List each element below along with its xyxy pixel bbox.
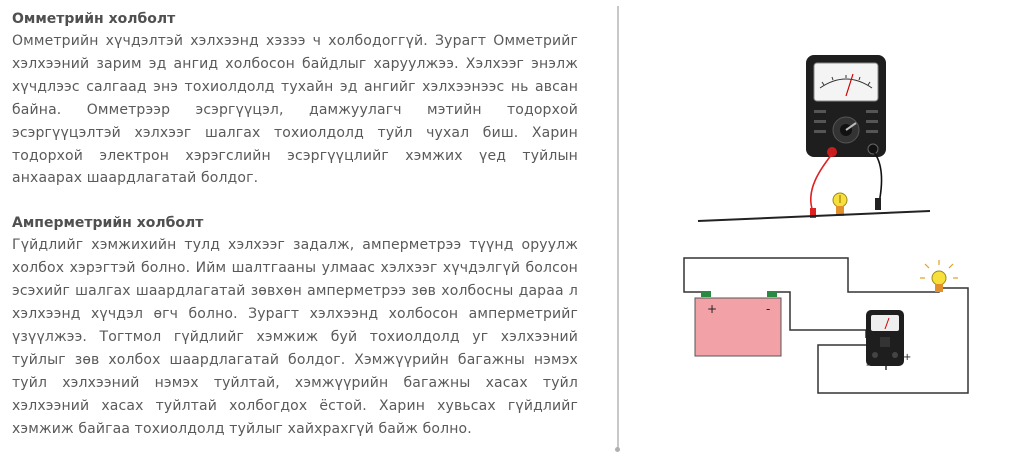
- ammeter-circuit: [684, 258, 968, 393]
- circuit-diagram: [660, 30, 980, 410]
- red-lead: [811, 154, 832, 212]
- bulb-lit-icon: [920, 260, 958, 292]
- ohmmeter-black-terminal: [868, 144, 878, 154]
- ohmmeter-section-title: Омметрийн холболт: [12, 11, 176, 27]
- circuit-wire-middle: [772, 292, 866, 338]
- ammeter-section-title: Амперметрийн холболт: [12, 215, 204, 232]
- circuit-wire-top: [684, 258, 939, 292]
- ohmmeter-red-terminal: [827, 147, 837, 157]
- battery-plus-label: +: [707, 302, 718, 316]
- battery-negative-terminal: [767, 291, 777, 297]
- battery-positive-terminal: [701, 291, 711, 297]
- ammeter-plus-label: +: [903, 352, 912, 363]
- black-probe: [875, 198, 881, 210]
- bulb-small-icon: [833, 193, 847, 216]
- ammeter-paragraph: Гүйдлийг хэмжихийн тулд хэлхээг задалж, амперметрээ түүнд оруулж холбох хэрэгтэй болно. Ийм шалтгааны улмаас хэлхээг хүчдэлгүй болсон эсэхийг шалгах шаардлагатай зөвхөн амперметрээ зөв холбосны дараа л хэлхээнд хүчдэл өгч болно. Зурагт хэлхээнд холбосон амперметрийг үзүүлжээ. Тогтмол гүйдлийг хэмжиж буй тохиолдолд уг хэлхээний туйлыг зөв холбох шаардлагатай болдог. Хэмжүүрийн багажны нэмэх туйл хэлхээний нэмэх туйлтай, хэмжүүрийн багажны хасах туйл хэлхээний хасах туйлтай холбогдох ёстой. Харин хувьсах гүйдлийг хэмжиж байгаа тохиолдолд туйлыг хайхрахгүй байж болно.: [12, 237, 578, 437]
- text-column: [12, 8, 578, 441]
- ammeter-minus-label: -: [866, 360, 870, 371]
- ohmmeter-illustration: [698, 55, 930, 221]
- divider-end-dot: [615, 447, 620, 452]
- ohmmeter-paragraph: Омметрийн хүчдэлтэй хэлхээнд хэзээ ч холбодоггүй. Зурагт Омметрийг хэлхээний зарим эд ангид холбосон байдлыг харуулжээ. Хэлхээг энэлж хүчдлээс салгаад энэ тохиолдолд тухайн эд ангийг хэлхээнээс нь авсан байна. Омметрээр эсэргүүцэл, дамжуулагч мэтийн тодорхой эсэргүүцэлтэй хэлхээг шалгах тохиолдолд туйл чухал биш. Харин тодорхой электрон хэрэгслийн эсэргүүцлийг хэмжих үед туйлын анхаарах шаардлагатай болдог.: [12, 33, 578, 187]
- circuit-figure: [660, 30, 980, 410]
- battery-minus-label: -: [766, 302, 771, 316]
- column-divider: [617, 6, 619, 448]
